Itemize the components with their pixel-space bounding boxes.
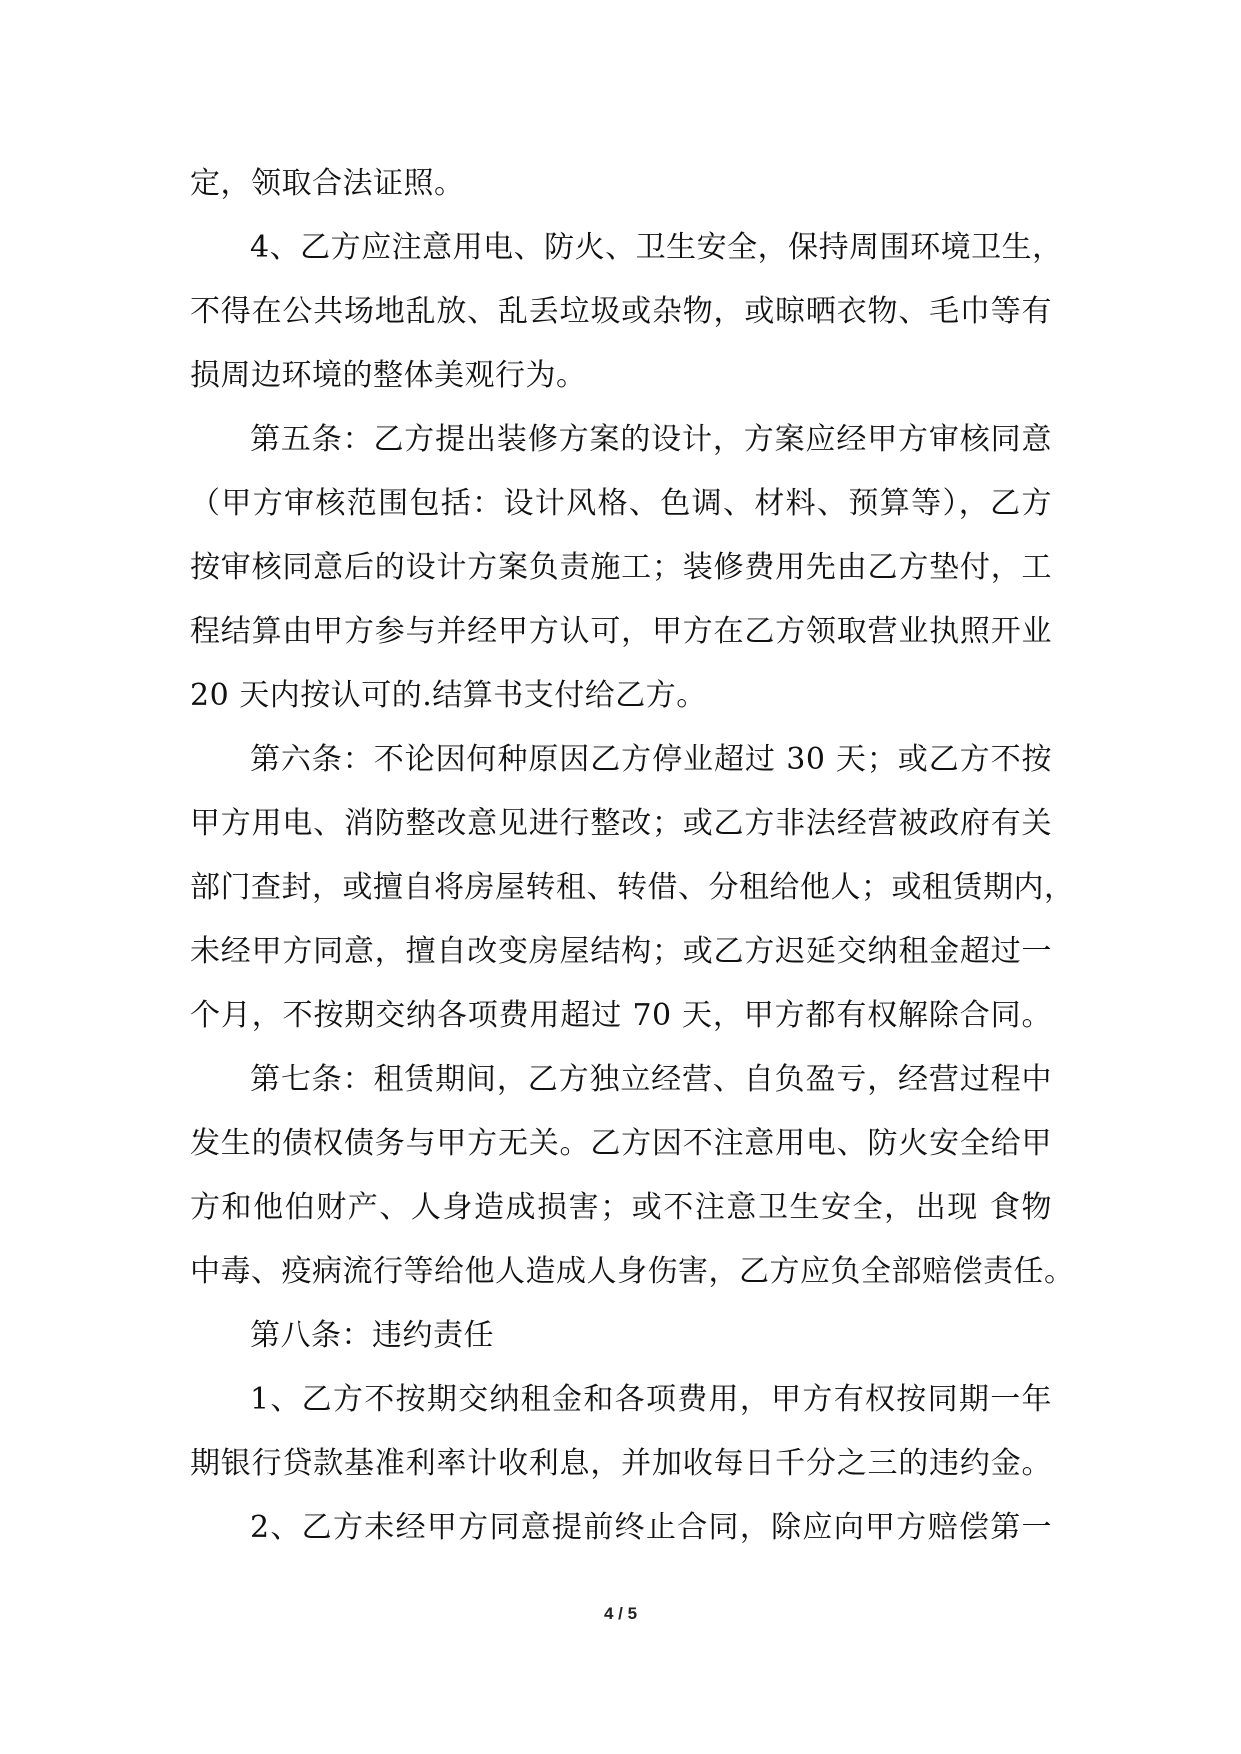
text-line: 按审核同意后的设计方案负责施工；装修费用先由乙方垫付，工: [190, 550, 1052, 585]
page-number: 4 / 5: [603, 1604, 638, 1623]
text-line: 不得在公共场地乱放、乱丢垃圾或杂物，或晾晒衣物、毛巾等有: [190, 294, 1052, 329]
text-line: 方和他伯财产、人身造成损害；或不注意卫生安全，出现 食物: [190, 1190, 1052, 1225]
text-line: 个月，不按期交纳各项费用超过 70 天，甲方都有权解除合同。: [190, 998, 1052, 1033]
text-line: 第六条：不论因何种原因乙方停业超过 30 天；或乙方不按: [250, 742, 1052, 777]
text-line: 1、乙方不按期交纳租金和各项费用，甲方有权按同期一年: [250, 1382, 1052, 1417]
text-line: 定，领取合法证照。: [190, 166, 465, 201]
text-line: 中毒、疫病流行等给他人造成人身伤害，乙方应负全部赔偿责任。: [190, 1254, 1075, 1289]
text-line: 未经甲方同意，擅自改变房屋结构；或乙方迟延交纳租金超过一: [190, 934, 1052, 969]
text-line: 期银行贷款基准利率计收利息，并加收每日千分之三的违约金。: [190, 1446, 1052, 1481]
text-line: 2、乙方未经甲方同意提前终止合同，除应向甲方赔偿第一: [250, 1510, 1052, 1545]
document-body: [190, 152, 1075, 1560]
text-line: （甲方审核范围包括：设计风格、色调、材料、预算等），乙方: [190, 486, 1052, 521]
text-line: 20 天内按认可的.结算书支付给乙方。: [190, 678, 707, 713]
text-line: 发生的债权债务与甲方无关。乙方因不注意用电、防火安全给甲: [190, 1126, 1052, 1161]
text-line: 第七条：租赁期间，乙方独立经营、自负盈亏，经营过程中: [250, 1062, 1052, 1097]
text-line: 部门查封，或擅自将房屋转租、转借、分租给他人；或租赁期内，: [190, 870, 1075, 905]
text-line: 损周边环境的整体美观行为。: [190, 358, 587, 393]
text-line: 第八条：违约责任: [250, 1318, 494, 1353]
text-line: 程结算由甲方参与并经甲方认可，甲方在乙方领取营业执照开业: [190, 614, 1052, 649]
text-line: 4、乙方应注意用电、防火、卫生安全，保持周围环境卫生，: [250, 230, 1063, 265]
text-line: 甲方用电、消防整改意见进行整改；或乙方非法经营被政府有关: [190, 806, 1052, 841]
text-line: 第五条：乙方提出装修方案的设计，方案应经甲方审核同意: [250, 422, 1052, 457]
